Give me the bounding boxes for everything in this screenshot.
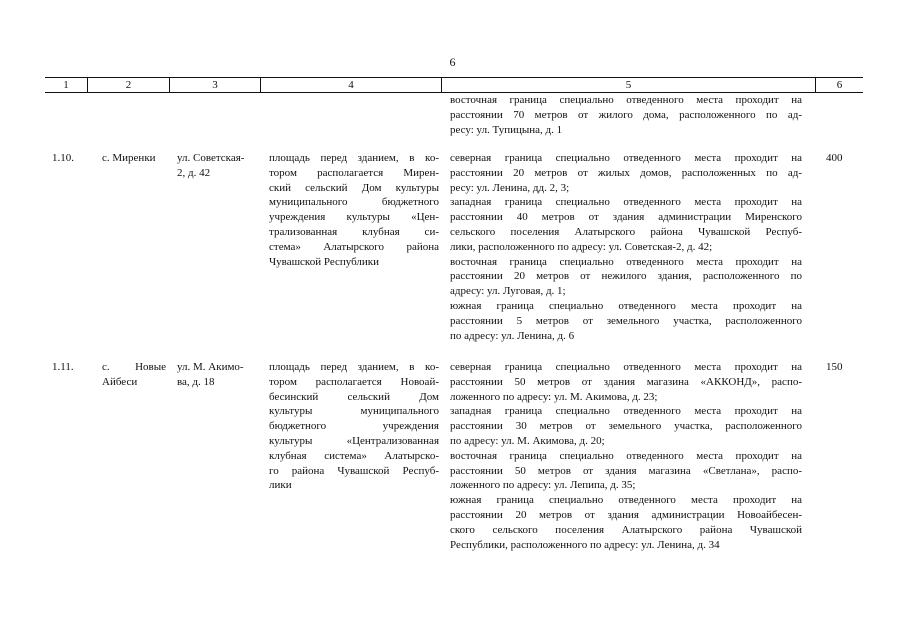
place-line: Чувашской Республики [269,255,380,268]
settlement-line: Айбеси [102,375,138,388]
boundary-line: ского сельского поселения Алатырского района Чувашской [450,523,802,536]
boundary-line: северная граница специально отведенного места проходит на [450,361,802,373]
place-description [269,360,439,493]
address-line: ул. М. Акимо- [177,361,244,373]
boundary-line: адресу: ул. Луговая, д. 1; [450,285,566,298]
continuation-line: восточная граница специально отведенного места проходит на [450,94,802,106]
place-line: культуры муниципального [269,405,439,418]
place-line: тором располагается Мирен- [269,166,439,179]
boundary-line: западная граница специально отведенного места проходит на [450,196,802,209]
boundary-line: по адресу: ул. Ленина, д. 6 [450,329,575,342]
header-col-6: 6 [815,78,863,92]
place-line: ский сельский Дом культуры [269,181,439,194]
boundary-description [450,360,802,552]
header-col-3: 3 [169,78,260,92]
place-line: учреждения культуры «Цен- [269,211,439,224]
boundary-line: ложенного по адресу: ул. М. Акимова, д. 23; [450,390,658,403]
settlement-line: с. Миренки [102,152,156,164]
boundary-line: расстоянии 50 метров от здания магазина «АККОНД», распо- [450,375,802,388]
header-col-2: 2 [87,78,169,92]
settlement-name [102,360,166,390]
place-line: трализованная клубная си- [269,225,439,238]
row-number: 1.10. [52,152,74,164]
street-address [177,151,259,181]
place-line: бюджетного учреждения [269,420,439,433]
header-col-5: 5 [441,78,815,92]
place-line: го района Чувашской Респуб- [269,464,439,477]
place-line: бесинский сельский Дом [269,390,439,403]
place-line: стема» Алатырского района [269,240,439,253]
area-value: 400 [826,152,843,164]
place-description [269,151,439,269]
boundary-line: расстоянии 20 метров от здания администрации Новоайбесен- [450,508,802,521]
header-col-1: 1 [63,79,69,91]
address-line: 2, д. 42 [177,166,211,179]
place-line: площадь перед зданием, в ко- [269,361,439,373]
boundary-line: расстоянии 5 метров от земельного участка, расположенного [450,314,802,327]
row-number: 1.11. [52,361,74,373]
boundary-line: восточная граница специально отведенного места проходит на [450,255,802,268]
header-col-4: 4 [260,78,441,92]
boundary-line: ресу: ул. Ленина, дд. 2, 3; [450,181,570,194]
place-line: клубная система» Алатырско- [269,449,439,462]
boundary-line: расстоянии 20 метров от жилых домов, расположенных по ад- [450,166,802,179]
boundary-line: западная граница специально отведенного места проходит на [450,405,802,418]
boundary-description [450,151,802,343]
boundary-line: сельского поселения Алатырского района Чувашской Респуб- [450,225,802,238]
continuation-boundaries [450,93,802,137]
settlement-line: с. Новые [102,361,166,373]
place-line: муниципального бюджетного [269,196,439,209]
boundary-line: по адресу: ул. М. Акимова, д. 20; [450,434,605,447]
continuation-line: ресу: ул. Тупицына, д. 1 [450,123,563,136]
address-line: ул. Советская- [177,152,245,164]
area-value: 150 [826,361,843,373]
boundary-line: Республики, расположенного по адресу: ул. Ленина, д. 34 [450,538,720,551]
boundary-line: южная граница специально отведенного места проходит на [450,494,802,507]
table-header [45,77,863,93]
place-line: площадь перед зданием, в ко- [269,152,439,164]
page-number: 6 [449,55,456,69]
boundary-line: расстоянии 50 метров от здания магазина «Светлана», распо- [450,464,802,477]
boundary-line: южная граница специально отведенного места проходит на [450,299,802,312]
settlement-name [102,151,174,166]
continuation-line: расстоянии 70 метров от жилого дома, расположенного по ад- [450,108,802,121]
boundary-line: лики, расположенного по адресу: ул. Советская-2, д. 42; [450,240,713,253]
place-line: лики [269,479,292,492]
boundary-line: расстоянии 20 метров от нежилого здания, расположенного по [450,270,802,283]
place-line: культуры «Централизованная [269,434,439,447]
street-address [177,360,259,390]
address-line: ва, д. 18 [177,375,215,388]
boundary-line: северная граница специально отведенного места проходит на [450,152,802,164]
boundary-line: ложенного по адресу: ул. Лепипа, д. 35; [450,479,636,492]
boundary-line: восточная граница специально отведенного места проходит на [450,449,802,462]
boundary-line: расстоянии 40 метров от здания администрации Миренского [450,211,802,224]
place-line: тором располагается Новоай- [269,375,439,388]
boundary-line: расстоянии 30 метров от земельного участка, расположенного [450,420,802,433]
